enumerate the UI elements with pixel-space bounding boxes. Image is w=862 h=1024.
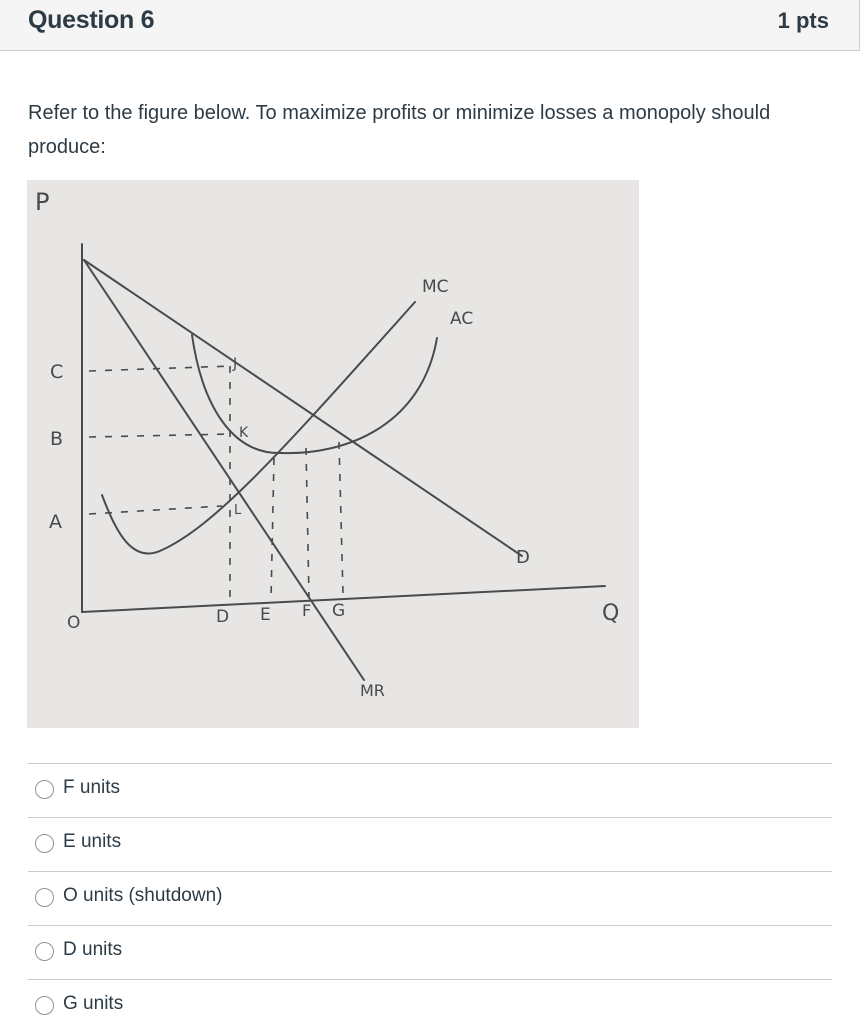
origin-label: O — [67, 613, 81, 633]
demand-curve — [84, 260, 522, 556]
demand-label: D — [516, 547, 530, 568]
answer-label[interactable]: G units — [63, 993, 124, 1014]
answer-option[interactable] — [28, 763, 832, 817]
mc-curve — [102, 302, 415, 554]
answer-option[interactable] — [28, 817, 832, 871]
answer-option[interactable] — [28, 979, 832, 1024]
guide-e — [271, 458, 274, 600]
question-header — [0, 0, 860, 51]
guide-c — [89, 366, 232, 371]
radio-button[interactable] — [35, 834, 54, 853]
radio-button[interactable] — [35, 780, 54, 799]
guide-b — [89, 434, 232, 437]
price-level-c: C — [50, 361, 64, 383]
question-title: Question 6 — [28, 6, 155, 34]
radio-button[interactable] — [35, 942, 54, 961]
quantity-point-g: G — [332, 601, 346, 621]
point-label-l: L — [234, 503, 242, 518]
answer-label[interactable]: D units — [63, 939, 123, 960]
point-label-j: J — [233, 356, 238, 372]
ac-label: AC — [450, 309, 474, 329]
question-text: Refer to the figure below. To maximize profits or minimize losses a monopoly should produce: — [28, 102, 771, 158]
price-level-a: A — [49, 511, 62, 533]
question-points: 1 pts — [777, 8, 829, 33]
answer-option[interactable] — [28, 925, 832, 979]
answer-label[interactable]: E units — [63, 831, 122, 852]
answer-label[interactable]: O units (shutdown) — [63, 885, 223, 906]
ac-curve — [192, 335, 437, 453]
quantity-axis-label: Q — [602, 601, 620, 626]
radio-button[interactable] — [35, 996, 54, 1015]
monopoly-figure — [27, 180, 639, 728]
quantity-point-d: D — [216, 607, 230, 627]
monopoly-graph — [27, 180, 639, 728]
point-label-k: K — [239, 425, 249, 441]
guide-g — [339, 442, 343, 594]
answer-option[interactable] — [28, 871, 832, 925]
price-axis-label: P — [35, 188, 50, 216]
answer-list — [28, 763, 832, 1024]
mr-label: MR — [360, 681, 385, 700]
guide-f — [306, 448, 309, 598]
quantity-point-e: E — [260, 605, 271, 625]
answer-label[interactable]: F units — [63, 777, 121, 798]
price-level-b: B — [50, 428, 64, 450]
mc-label: MC — [422, 277, 449, 297]
radio-button[interactable] — [35, 888, 54, 907]
quantity-point-f: F — [302, 601, 312, 620]
